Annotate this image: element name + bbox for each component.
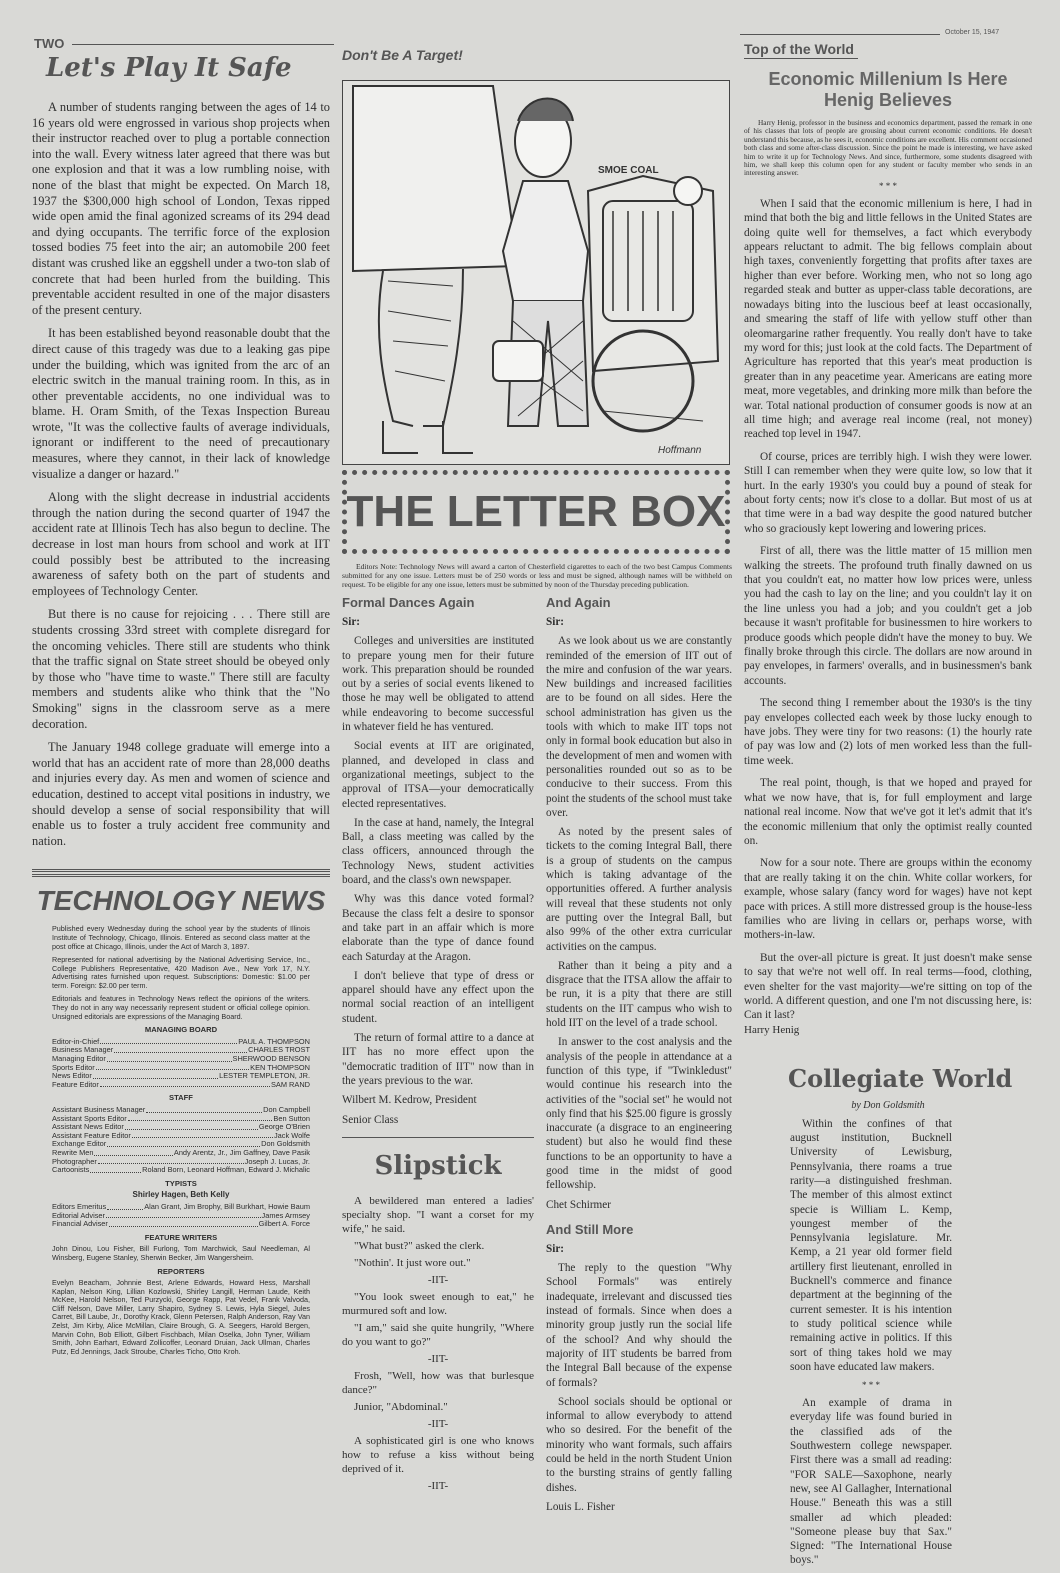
editorial-paragraph: But there is no cause for rejoicing . . . There still are students crossing 33rd street with complete disregard for the oncoming vehicles. There still are students who think that the traffic signal on State street should be obeyed only by those who "have time to waste." There still are faculty members and students alike who think that the "No Smoking" signs in the classroom serve as a mere decoration. [32, 607, 330, 731]
collegiate-title: Collegiate World [788, 1063, 1013, 1093]
letters-area [342, 595, 732, 1519]
joke-line: A bewildered man entered a ladies' specialty shop. "I want a corset for my wife," he said. [342, 1194, 534, 1235]
article-signature: Harry Henig [744, 1023, 800, 1036]
left-column [32, 52, 330, 1361]
letter-box-banner [342, 470, 730, 554]
staff-role-label: Assistant Feature Editor [52, 1130, 131, 1140]
article-intro: Harry Henig, professor in the business and economics department, passed the remark in one of his classes that lots of people are grousing about current economic conditions. He doesn't understand this because, as he sees it, economic conditions are excellent. His comment occasioned both class and some after-class discussion. Since the point he made is interesting, we have asked him to write it up for Technology News. And since, furthermore, some students disagreed with him, we shall keep this column open for any student or faculty member who sends in an interesting answer. [744, 118, 1032, 178]
staff-name: Andy Arentz, Jr., Jim Gaffney, Dave Pasik [173, 1147, 310, 1157]
staff-role-label: News Editor [52, 1071, 92, 1081]
letter-formal-dances [342, 595, 534, 1127]
joke-line: "What bust?" asked the clerk. [354, 1239, 485, 1252]
letter-paragraph: As noted by the present sales of tickets to the coming Integral Ball, there is a group of students on the campus which is taking advantage of the opportunities offered. A further analysis will reveal that these students not only are putting over the Integral Ball, but also 99% of the other extra curricular activities on the campus. [546, 826, 732, 953]
staff-role-label: Exchange Editor [52, 1139, 107, 1149]
staff-role-label: Assistant Business Manager [52, 1105, 146, 1114]
article-paragraph: Within the confines of that august institution, Bucknell University of Lewisburg, Pennsylvania, there roams a true rarity—a distinguished freshman. The member of this almost extinct specie is William L. Kemp, youngest member of the Pennsylvania legislature. Mr. Kemp, a 21 year old former field artillery first lieutenant, enrolled in Bucknell's commerce and finance department at the beginning of the current semester. It is his intention to study political science while remaining active in politics. If this sort of thing takes hold we may soon have educated law makers. [790, 1117, 952, 1373]
masthead-paragraph: Represented for national advertising by the National Advertising Service, Inc., College Publishers Representative, 420 Madison Ave., New York 17, N.Y. Advertising rates furnished upon request. Subscriptions: Domestic: $1.00 per term. Foreign: $2.00 per term. [52, 955, 310, 990]
staff-role-label: Cartoonists [52, 1165, 90, 1175]
feature-writers-heading: FEATURE WRITERS [144, 1232, 218, 1242]
staff-role [52, 1220, 259, 1229]
collegiate-article [790, 1117, 952, 1568]
salutation: Sir: [546, 616, 565, 628]
letter-signature: Wilbert M. Kedrow, President [342, 1094, 477, 1107]
staff-row [52, 1166, 310, 1175]
salutation: Sir: [342, 616, 361, 628]
staff-name: Jack Wolfe [273, 1130, 310, 1140]
letter-signature: Louis L. Fisher [546, 1500, 615, 1513]
staff-role-label: Business Manager [52, 1045, 114, 1055]
cartoonist-signature: Hoffmann [658, 445, 702, 456]
staff-role-label: Feature Editor [52, 1079, 99, 1089]
middle-column [342, 46, 732, 1519]
staff-name: Joseph J. Lucas, Jr. [244, 1156, 310, 1166]
staff-name: Alan Grant, Jim Brophy, Bill Burkhart, Howie Baum [144, 1201, 310, 1211]
staff-name: CHARLES TROST [248, 1045, 310, 1055]
managing-board-heading: MANAGING BOARD [144, 1025, 218, 1035]
letter-paragraph: The reply to the question "Why School Formals" was entirely inadequate, irrelevant and discussed ties instead of formals. Since when does a minority group justly run the social life of the school? And why should the majority of IIT students be barred from the Integral Ball because of the expense of formals? [546, 1262, 732, 1389]
typists-heading: TYPISTS [165, 1178, 197, 1188]
cartoon-drawing [343, 81, 728, 463]
separator-stars: * * * [862, 1380, 880, 1391]
letter-title: And Again [546, 595, 611, 610]
staff-name: LESTER TEMPLETON, JR. [219, 1071, 310, 1081]
staff-name: Roland Born, Leonard Hoffman, Edward J. Michalic [142, 1165, 310, 1175]
letter-paragraph: The return of formal attire to a dance at IIT has no more effect upon the "democratic tradition of IIT" now than in the years previous to the war. [342, 1032, 534, 1087]
letter-title: Formal Dances Again [342, 595, 475, 610]
staff-role-label: Assistant Sports Editor [52, 1113, 127, 1123]
staff-role-label: Assistant News Editor [52, 1122, 124, 1132]
feature-writers: John Dinou, Lou Fisher, Bill Furlong, Tom Marchwick, Saul Needleman, Al Winsberg, Eugene Stanley, Sherwin Becker, Jim Wangersheim. [52, 1244, 310, 1262]
letter-paragraph: Social events at IIT are originated, planned, and developed in class and organizational meetings, subject to the approval of ITSA—your democratically elected representatives. [342, 740, 534, 810]
cartoon [342, 80, 730, 465]
staff-name: George O'Brien [258, 1122, 310, 1132]
staff-name: PAUL A. THOMPSON [238, 1036, 310, 1046]
salutation: Sir: [546, 1242, 565, 1255]
header-rule [72, 44, 334, 45]
joke-line: Junior, "Abdominal." [354, 1400, 448, 1413]
staff-role-label: Financial Adviser [52, 1219, 108, 1229]
cartoon-title: Don't Be A Target! [342, 47, 463, 63]
slipstick-jokes [342, 1194, 534, 1493]
collegiate-section [788, 1059, 1013, 1573]
divider [342, 1137, 534, 1138]
page-number: TWO [34, 36, 65, 51]
joke-line: Frosh, "Well, how was that burlesque dance?" [342, 1369, 534, 1396]
masthead-logo: TECHNOLOGY NEWS [36, 885, 326, 917]
letter-signature-title: Senior Class [342, 1113, 399, 1126]
divider [32, 869, 330, 877]
staff-role-label: Rewrite Men [52, 1147, 94, 1157]
joke-separator: -IIT- [427, 1273, 449, 1286]
staff-name: KEN THOMPSON [250, 1062, 310, 1072]
slipstick-title: Slipstick [374, 1150, 502, 1181]
reporters-heading: REPORTERS [157, 1266, 205, 1276]
advisers-list [52, 1203, 310, 1229]
article-paragraph: Now for a sour note. There are groups within the economy that are really taking it on the chin. White collar workers, for example, whose salary (fancy word for wages) have not kept pace with prices. A still more distressed group is the house-less families who are living in cellars or, perhaps worse, with mothers-in-law. [744, 857, 1032, 942]
header-rule [740, 34, 940, 35]
editorial-paragraph: The January 1948 college graduate will emerge into a world that has an accident rate of more than 28,000 deaths and injuries every day. As men and women of science and education, destined to accept vital positions in industry, we should develop a sense of social responsibility that will enable us to foster a truly accident free community and nation. [32, 740, 330, 848]
article-paragraph: An example of drama in everyday life was found buried in the classified ads of the Southwestern college newspaper. First there was a small ad reading: "FOR SALE—Saxophone, nearly new, see Al Gallagher, International House." Beneath this was a still smaller ad which pleaded: "Someone please buy that Sax." Signed: "The International House boys." [790, 1397, 952, 1567]
headline: Henig Believes [823, 90, 953, 110]
letter-paragraph: In the case at hand, namely, the Integral Ball, a class meeting was called by the class officers, announced through the Technology News, student activities board, and the class's own newspaper. [342, 816, 534, 887]
letter-paragraph: Rather than it being a pity and a disgrace that the ITSA allow the affair to be run, it is a pity that there are still students on the IIT campus who wish to hold IIT on the level of a trade school. [546, 959, 732, 1030]
editorial-title: Let's Play It Safe [46, 53, 292, 83]
letter-signature: Chet Schirmer [546, 1198, 611, 1211]
staff-name: SAM RAND [270, 1079, 310, 1089]
letters-left-subcolumn [342, 595, 534, 1519]
staff-role [52, 1166, 142, 1175]
article-paragraph: But the over-all picture is great. It just doesn't make sense to say that we're not well off. In real terms—food, clothing, even shelter for the vast majority—we're sitting on top of the world. A different question, and one I'm not discussing here, is: Can it last? [744, 951, 1032, 1022]
staff-name: Ben Sutton [273, 1113, 310, 1123]
article-paragraph: The second thing I remember about the 1930's is the tiny pay envelopes collected each week by those lucky enough to have jobs. They were tiny for two reasons: (1) the hourly rate of pay was low and (2) lots of men worked less than the full-time week. [744, 697, 1032, 767]
reporters: Evelyn Beacham, Johnnie Best, Arlene Edwards, Howard Hess, Marshall Kaplan, Nelson King, Lillian Kozlowski, Shirley Langill, Herman Laude, Keith McKee, Harold Nelson, Ted Purzycki, George Rapp, Pat Vedel, Frank Valvoda, Cliff Nelson, Dave Miller, Larry Shapiro, Sydney S. Lewis, Hyla Siegel, Jules Carret, Bill Laube, Jr., Dorothy Krack, Glenn Petersen, Ralph Anderson, Ray Van Zelst, Jim Kirby, Alice McMillan, Claire Brough, G. A. Seegers, Harold Bergen, Marvin Cohn, Bob Elliott, Gilbert Fischbach, Milan Oselka, John Tyner, William Smith, John Earhart, Edward Zollicoffer, Leonard Druian, Jack Ullman, Charles Putz, Ed Jennings, Jack Stroube, Charles Ticho, Otto Kroh. [52, 1278, 310, 1356]
section-title: Top of the World [744, 40, 858, 59]
staff-role [52, 1081, 271, 1090]
staff-role-label: Sports Editor [52, 1062, 95, 1072]
staff-list [52, 1106, 310, 1175]
staff-name: SHERWOOD BENSON [232, 1054, 310, 1064]
managing-board-list [52, 1038, 310, 1090]
separator-stars: * * * [879, 180, 897, 191]
masthead-paragraph: Editorials and features in Technology News reflect the opinions of the writers. They do not in any way necessarily represent student or official college opinion. Unsigned editorials are expressions of the Managing Board. [52, 994, 310, 1021]
typists: Shirley Hagen, Beth Kelly [132, 1190, 230, 1200]
staff-role-label: Managing Editor [52, 1054, 106, 1064]
staff-row [52, 1081, 310, 1090]
editorial-paragraph: It has been established beyond reasonable doubt that the direct cause of this tragedy was due to a leaking gas pipe under the building, which was ignited from the arc of an electric switch in the manual training room. In this, as in other preventable accidents, no one individual was to blame. H. Oram Smith, of the Texas Inspection Bureau wrote, "It was the collective faults of average individuals, ignorant or indifferent to the need of precautionary measures, where they cannot, in their lack of knowledge visualize a danger or hazard." [32, 326, 330, 481]
article-paragraph: Of course, prices are terribly high. I wish they were lower. Still I can remember when they were quite low, so low that it hurt. In the early 1930's you could buy a pound of steak for about forty cents; now it's close to a dollar. But most of us at that time were in a bad way despite the good natured butcher who so graciously kept lowering and lowering prices. [744, 450, 1032, 535]
right-column [744, 40, 1032, 1573]
joke-separator: -IIT- [427, 1417, 449, 1430]
staff-role-label: Photographer [52, 1156, 97, 1166]
coal-sign: SMOE COAL [598, 165, 659, 176]
letter-paragraph: School socials should be optional or informal to allow everybody to attend who so desired. For the benefit of the minority who want formals, such affairs could be held in the north Student Union to the bursting strains of gently falling dishes. [546, 1395, 732, 1494]
editorial-paragraph: A number of students ranging between the ages of 14 to 16 years old were engrossed in various shop projects when their instructor reached over to plug a portable connection into the wall. Every witness later agreed that there was but one explosion and that it was a low rumbling noise, with none of the blast that might be expected. On March 18, 1937 the $300,000 high school of London, Texas ripped wide open amid the final agonized screams of its 294 dead and dying occupants. The terrific force of the explosion tossed bodies 75 feet into the air; an automobile 200 feet distant was crushed like an eggshell under a two-ton slab of concrete that had been hurled from the building. This preventable accident resulted in one of the major disasters of the present century. [32, 100, 330, 317]
staff-name: Don Campbell [263, 1105, 310, 1114]
joke-line: A sophisticated girl is one who knows how to refuse a kiss without being deprived of it. [342, 1434, 534, 1475]
headline: Economic Millenium Is Here [768, 69, 1008, 89]
letter-box-title: THE LETTER BOX [346, 487, 726, 536]
article-paragraph: When I said that the economic millenium is here, I had in mind that both the big and little fellows in the United States are doing quite well for themselves, a fact which everybody appears reluctant to admit. The big fellows complain about high taxes, conveniently forgetting that profits after taxes are higher than ever before. Working men, who not so long ago regarded steak and butter as upper-class table decorations, are nowadays biting into the luscious beef at least occasionally, and smearing the staff of life with yellow stuff other than oleomargarine rather frequently. You really don't have to take my word for this; just look at the cold facts. The Department of Agriculture has reported that this year's meat production is greater than in any peacetime year. Americans are eating more meat, more vegetables, and drinking more milk than before the war. Total national production of consumer goods is now at an all time high; and average real income (real, not money) reached top level in 1947. [744, 197, 1032, 441]
letter-paragraph: I don't believe that type of dress or apparel should have any effect upon the normal social reaction of an intelligent student. [342, 969, 534, 1025]
joke-line: "You look sweet enough to eat," he murmured soft and low. [342, 1290, 534, 1317]
article-paragraph: First of all, there was the little matter of 15 million men walking the streets. The profound truth finally dawned on us that you couldn't eat, no matter how low prices were, unless you had the cash to lay on the line; and you couldn't lay it on the line unless you had a job; and you couldn't get a job because it wasn't profitable for businessmen to hire workers to produce goods which people didn't have the money to buy. We finally broke through this circle. The dollars are now around in pay envelopes, in farmers' overalls, and in businessmen's bank accounts. [744, 545, 1032, 687]
staff-row [52, 1220, 310, 1229]
staff-heading: STAFF [169, 1093, 193, 1103]
letter-paragraph: In answer to the cost analysis and the analysis of the people in attendance at a function of this type, if "Twinkledust" would continue his research into the activities of the "social set" he would not only find that his $25.00 figure is grossly inaccurate (a disgrace to an engineering student) but also he would find these functions to be an opportunity to have a good time in the midst of good fellowship. [546, 1036, 732, 1192]
letter-paragraph: Colleges and universities are instituted to prepare young men for their future work. This preparation should be rounded out by a series of social events likened to those he may well be obligated to attend while endeavoring to become successful in whatever field he has ventured. [342, 635, 534, 734]
issue-date: October 15, 1947 [945, 29, 1000, 36]
joke-separator: -IIT- [427, 1479, 449, 1492]
masthead-info [52, 925, 310, 1361]
joke-line: "Nothin'. It just wore out." [354, 1256, 471, 1269]
letter-paragraph: As we look about us we are constantly reminded of the emersion of IIT out of the mire and confusion of the war years. New buildings and increased facilities are to be found on all sides. Here the school administration has given us the tools with which to make IIT tops not only in formal book education but also in the development of men and women with personalities rounded out so as to be conducive to their success. From this point the students of the school must take over. [546, 635, 732, 819]
staff-role-label: Editors Emeritus [52, 1201, 107, 1211]
article-paragraph: The real point, though, is that we hoped and prayed for what we now have, that is, for full employment and large national real income. Now that we've got it let's admit that it's the economic millenium that only the optimist really counted on. [744, 777, 1032, 847]
staff-name: Don Goldsmith [261, 1139, 310, 1149]
staff-name: Gilbert A. Force [258, 1219, 310, 1229]
staff-role-label: Editorial Adviser [52, 1210, 105, 1220]
editors-note: Editors Note: Technology News will award a carton of Chesterfield cigarettes to each of the two best Campus Comments submitted for any one issue. Letters must be of 250 words or less and must be signed, although names will be withheld on request. To be eligible for any one issue, letters must be submitted by noon of the Thursday preceding publication. [342, 562, 732, 589]
editorial-paragraph: Along with the slight decrease in industrial accidents through the nation during the second quarter of 1947 the accident rate at Illinois Tech has also begun to decline. The decrease in lost man hours from school and work at IIT could possibly best be attributed to the increasing awareness of safety both on the part of students and employees of Technology Center. [32, 490, 330, 598]
letter-title: And Still More [546, 1221, 634, 1237]
editorial-article [32, 52, 330, 857]
joke-separator: -IIT- [427, 1352, 449, 1365]
henig-article [744, 69, 1032, 1045]
staff-name: James Armsey [261, 1210, 310, 1220]
byline: by Don Goldsmith [851, 1099, 925, 1111]
letter-paragraph: Why was this dance voted formal? Because the class felt a desire to sponsor and take part in an affair which is more elaborate than the type of dance found each Saturday at the Aragon. [342, 893, 534, 963]
joke-line: "I am," said she quite hungrily, "Where do you want to go?" [342, 1321, 534, 1348]
masthead-paragraph: Published every Wednesday during the school year by the students of Illinois Institute of Technology, Chicago, Illinois. Entered as second class matter at the post office at Chicago, Illinois, under the Act of March 3, 1897. [52, 924, 310, 951]
staff-role-label: Editor-in-Chief [52, 1036, 100, 1046]
letters-right-subcolumn [546, 595, 732, 1519]
